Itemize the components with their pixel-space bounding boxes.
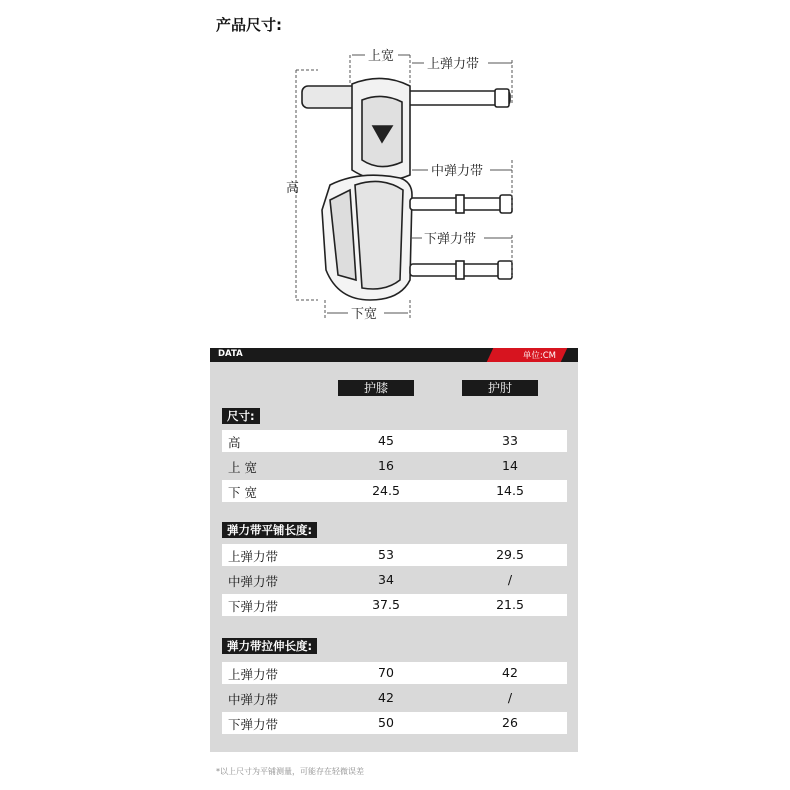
- elbow-value: 14.5: [496, 483, 524, 498]
- row-label: 中弹力带: [228, 692, 279, 707]
- table-row: [222, 569, 567, 591]
- page-title: 产品尺寸:: [216, 16, 282, 34]
- label-height: 高: [286, 181, 300, 196]
- row-label: 下 宽: [228, 485, 257, 500]
- table-row: [222, 712, 567, 734]
- table-row: [222, 594, 567, 616]
- elbow-value: 14: [502, 458, 518, 473]
- table-row: [222, 544, 567, 566]
- table-header-bar: [210, 348, 578, 362]
- knee-value: 16: [378, 458, 394, 473]
- row-label: 下弹力带: [228, 599, 279, 614]
- row-label: 上弹力带: [228, 667, 279, 682]
- elbow-value: /: [507, 572, 513, 587]
- knee-value: 70: [378, 665, 394, 680]
- section-title-size: 尺寸:: [222, 408, 260, 424]
- elbow-value: 42: [502, 665, 518, 680]
- knee-value: 45: [378, 433, 394, 448]
- label-upper-width: 上宽: [368, 49, 395, 64]
- table-row: [222, 662, 567, 684]
- table-row: [222, 480, 567, 502]
- knee-value: 34: [378, 572, 394, 587]
- row-label: 下弹力带: [228, 717, 279, 732]
- elbow-value: 29.5: [496, 547, 524, 562]
- unit-text: 单位:CM: [522, 351, 556, 361]
- knee-value: 24.5: [372, 483, 400, 498]
- row-label: 高: [228, 435, 241, 450]
- knee-value: 42: [378, 690, 394, 705]
- row-label: 中弹力带: [228, 574, 279, 589]
- knee-value: 37.5: [372, 597, 400, 612]
- row-label: 上弹力带: [228, 549, 279, 564]
- table-row: [222, 455, 567, 477]
- column-elbow: 护肘: [462, 380, 538, 396]
- elbow-value: 33: [502, 433, 518, 448]
- data-label: DATA: [218, 349, 243, 359]
- table-row: [222, 687, 567, 709]
- elbow-value: /: [507, 690, 513, 705]
- section-title-flat-length: 弹力带平铺长度:: [222, 522, 317, 538]
- section-title-stretch-length: 弹力带拉伸长度:: [222, 638, 317, 654]
- size-table: [210, 348, 578, 752]
- table-row: [222, 430, 567, 452]
- row-label: 上 宽: [228, 460, 257, 475]
- footnote: *以上尺寸为平铺测量，可能存在轻微误差: [216, 767, 364, 776]
- knee-value: 50: [378, 715, 394, 730]
- label-lower-width: 下宽: [351, 307, 378, 322]
- label-middle-strap: 中弹力带: [431, 164, 484, 179]
- column-knee: 护膝: [338, 380, 414, 396]
- label-lower-strap: 下弹力带: [424, 232, 477, 247]
- elbow-value: 21.5: [496, 597, 524, 612]
- label-upper-strap: 上弹力带: [427, 57, 480, 72]
- knee-pad-diagram: [0, 0, 790, 330]
- knee-value: 53: [378, 547, 394, 562]
- elbow-value: 26: [502, 715, 518, 730]
